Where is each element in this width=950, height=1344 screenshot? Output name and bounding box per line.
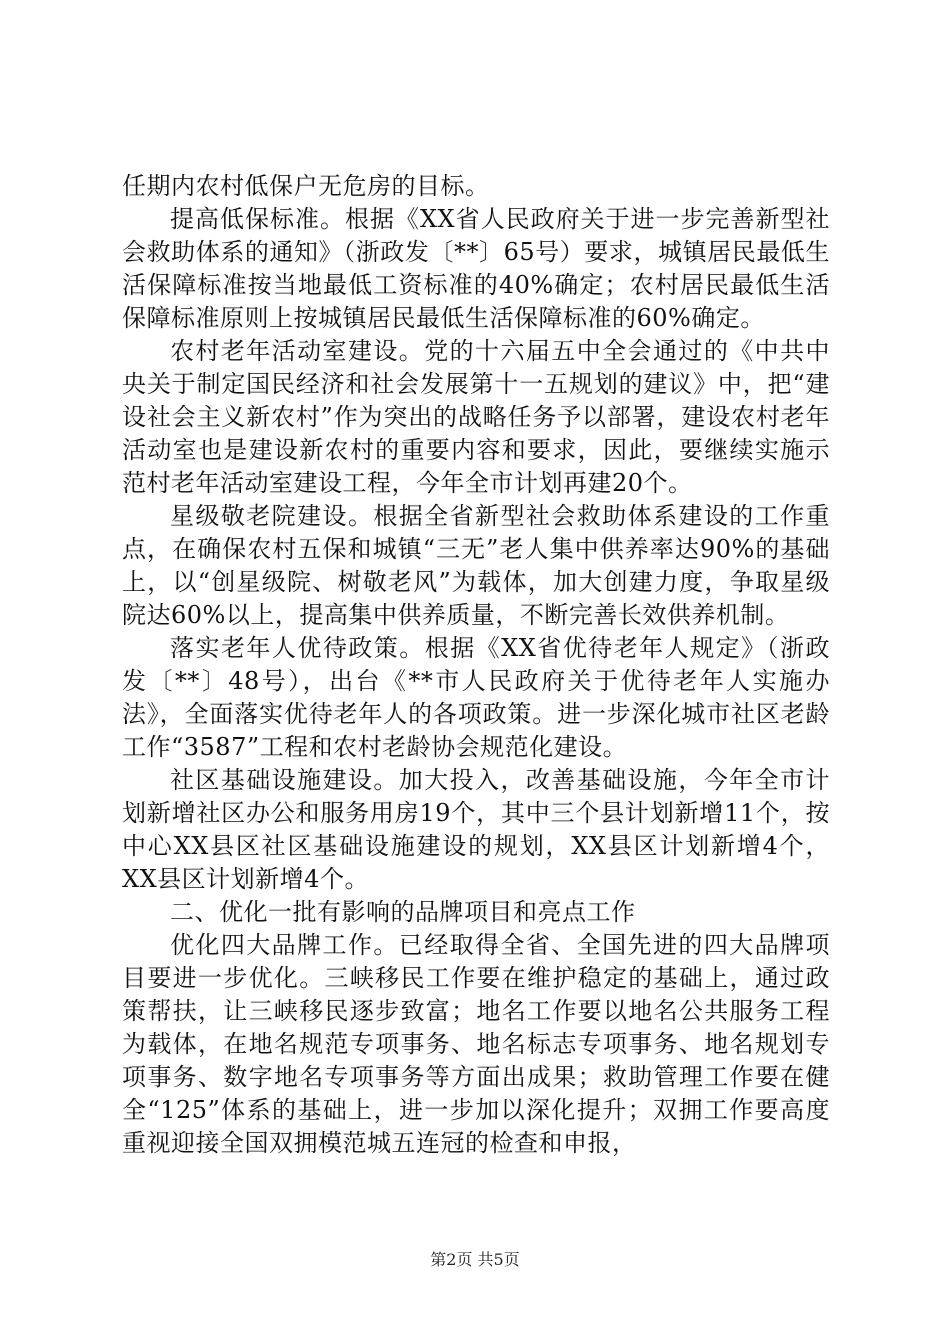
document-body <box>122 170 830 1160</box>
paragraph: 落实老年人优待政策。根据《XX省优待老年人规定》（浙政发〔**〕48号），出台《**市人民政府关于优待老年人实施办法》，全面落实优待老年人的各项政策。进一步深化城市社区老龄工作“3587”工程和农村老龄协会规范化建设。 <box>122 634 830 761</box>
page-footer: 第2页 共5页 <box>430 1250 520 1269</box>
paragraph: 任期内农村低保户无危房的目标。 <box>122 172 490 200</box>
paragraph: 星级敬老院建设。根据全省新型社会救助体系建设的工作重点，在确保农村五保和城镇“三无”老人集中供养率达90%的基础上，以“创星级院、树敬老风”为载体，加大创建力度，争取星级院达60%以上，提高集中供养质量，不断完善长效供养机制。 <box>122 502 830 629</box>
paragraph: 社区基础设施建设。加大投入，改善基础设施，今年全市计划新增社区办公和服务用房19个，其中三个县计划新增11个，按中心XX县区社区基础设施建设的规划，XX县区计划新增4个，XX县区计划新增4个。 <box>122 766 830 893</box>
paragraph: 农村老年活动室建设。党的十六届五中全会通过的《中共中央关于制定国民经济和社会发展第十一五规划的建议》中，把“建设社会主义新农村”作为突出的战略任务予以部署，建设农村老年活动室也是建设新农村的重要内容和要求，因此，要继续实施示范村老年活动室建设工程，今年全市计划再建20个。 <box>122 337 830 497</box>
paragraph: 优化四大品牌工作。已经取得全省、全国先进的四大品牌项目要进一步优化。三峡移民工作要在维护稳定的基础上，通过政策帮扶，让三峡移民逐步致富；地名工作要以地名公共服务工程为载体，在地名规范专项事务、地名标志专项事务、地名规划专项事务、数字地名专项事务等方面出成果；救助管理工作要在健全“125”体系的基础上，进一步加以深化提升；双拥工作要高度重视迎接全国双拥模范城五连冠的检查和申报， <box>122 931 830 1157</box>
paragraph: 提高低保标准。根据《XX省人民政府关于进一步完善新型社会救助体系的通知》（浙政发〔**〕65号）要求，城镇居民最低生活保障标准按当地最低工资标准的40%确定；农村居民最低生活保障标准原则上按城镇居民最低生活保障标准的60%确定。 <box>122 205 830 332</box>
section-heading: 二、优化一批有影响的品牌项目和亮点工作 <box>170 898 636 926</box>
